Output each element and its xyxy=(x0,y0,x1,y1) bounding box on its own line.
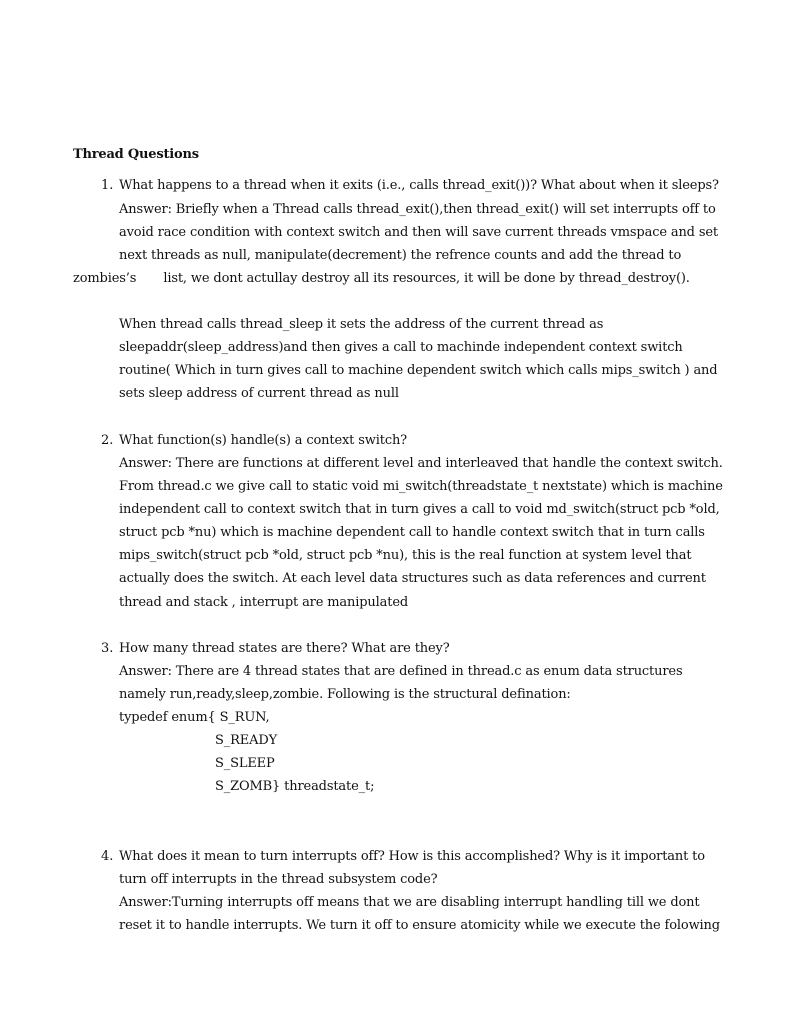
question-1-sleep-line: sets sleep address of current thread as null xyxy=(119,386,399,401)
question-3-code-line: S_READY xyxy=(215,733,278,748)
question-1-answer-line: Answer: Briefly when a Thread calls thread_exit(),then thread_exit() will set interrupts off to xyxy=(119,202,716,217)
question-2-answer-line: From thread.c we give call to static void mi_switch(threadstate_t nextstate) which is machine xyxy=(119,479,723,494)
question-1-answer-wrap-line xyxy=(73,271,690,287)
question-1-sleep-line: When thread calls thread_sleep it sets the address of the current thread as xyxy=(119,317,604,332)
question-1-answer-wrap-a: zombies’s xyxy=(73,271,137,286)
question-3-code-line: S_ZOMB} threadstate_t; xyxy=(215,779,375,794)
question-1-answer-line: next threads as null, manipulate(decrement) the refrence counts and add the thread to xyxy=(119,248,682,263)
question-1-sleep-line: routine( Which in turn gives call to machine dependent switch which calls mips_switch ) and xyxy=(119,363,718,378)
question-4-text-line: What does it mean to turn interrupts off? How is this accomplished? Why is it important to xyxy=(119,849,705,864)
question-1-answer-line: avoid race condition with context switch and then will save current threads vmspace and set xyxy=(119,225,718,240)
question-2-number: 2. xyxy=(101,433,114,448)
question-4-text-line: turn off interrupts in the thread subsystem code? xyxy=(119,872,438,887)
question-2-answer-line: mips_switch(struct pcb *old, struct pcb *nu), this is the real function at system level that xyxy=(119,548,692,563)
question-2-answer-line: actually does the switch. At each level data structures such as data references and current xyxy=(119,571,706,586)
question-1-answer-wrap-b: list, we dont actullay destroy all its resources, it will be done by thread_destroy(). xyxy=(163,271,690,286)
document-title: Thread Questions xyxy=(73,147,199,162)
question-3-text: How many thread states are there? What are they? xyxy=(119,641,450,656)
question-4-answer-line: Answer:Turning interrupts off means that we are disabling interrupt handling till we dont xyxy=(119,895,700,910)
question-3-answer-line: namely run,ready,sleep,zombie. Following is the structural defination: xyxy=(119,687,571,702)
question-4-number: 4. xyxy=(101,849,114,864)
question-3-answer-line: Answer: There are 4 thread states that are defined in thread.c as enum data structures xyxy=(119,664,683,679)
question-3-number: 3. xyxy=(101,641,114,656)
question-1-sleep-line: sleepaddr(sleep_address)and then gives a call to machinde independent context switch xyxy=(119,340,683,355)
question-2-text: What function(s) handle(s) a context switch? xyxy=(119,433,407,448)
question-2-answer-line: struct pcb *nu) which is machine dependent call to handle context switch that in turn calls xyxy=(119,525,705,540)
question-1-text: What happens to a thread when it exits (i.e., calls thread_exit())? What about when it sleeps? xyxy=(119,178,719,193)
question-3-code-line: S_SLEEP xyxy=(215,756,275,771)
question-1-number: 1. xyxy=(101,178,114,193)
question-2-answer-line: Answer: There are functions at different level and interleaved that handle the context switch. xyxy=(119,456,723,471)
question-2-answer-line: thread and stack , interrupt are manipulated xyxy=(119,595,409,610)
question-4-answer-line: reset it to handle interrupts. We turn it off to ensure atomicity while we execute the folowing xyxy=(119,918,720,933)
question-2-answer-line: independent call to context switch that in turn gives a call to void md_switch(struct pcb *old, xyxy=(119,502,720,517)
question-3-code-line: typedef enum{ S_RUN, xyxy=(119,710,270,725)
